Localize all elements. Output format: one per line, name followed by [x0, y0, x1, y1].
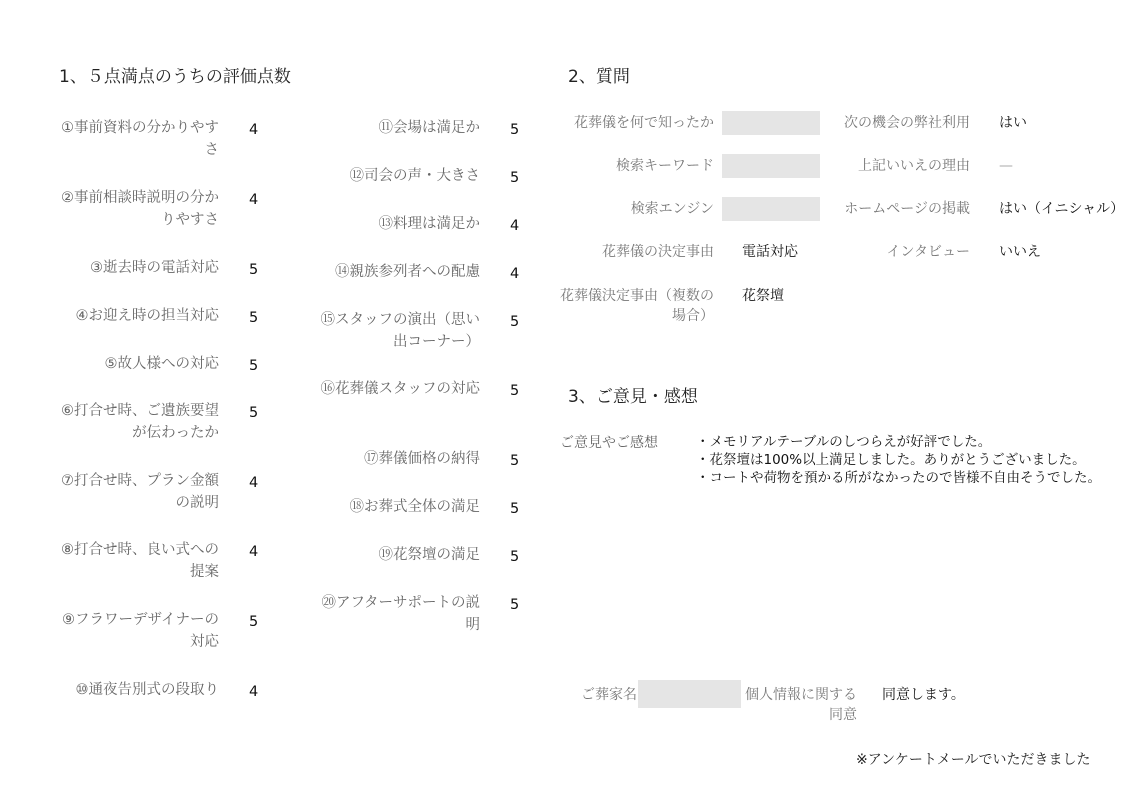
decision-value: 電話対応 [742, 244, 798, 260]
rating-score: 5 [510, 383, 520, 399]
interview-value: いいえ [999, 244, 1041, 260]
comment-lines [696, 433, 1101, 487]
rating-label: ⑬料理は満足か [378, 216, 480, 232]
homepage-value: はい（イニシャル） [999, 201, 1125, 217]
rating-label: ⑯花葬儀スタッフの対応 [320, 381, 480, 397]
decision-label: 花葬儀の決定事由 [602, 244, 714, 260]
keyword-redacted [722, 154, 820, 178]
section1-title: 1、５点満点のうちの評価点数 [59, 67, 291, 87]
rating-label: ③逝去時の電話対応 [90, 260, 219, 276]
section2-title: 2、質問 [568, 67, 630, 87]
rating-label: ④お迎え時の担当対応 [75, 308, 219, 324]
rating-score: 5 [510, 170, 520, 186]
no-reason-label: 上記いいえの理由 [858, 158, 970, 174]
comment-label: ご意見やご感想 [560, 435, 658, 451]
rating-label: ⑱お葬式全体の満足 [349, 499, 480, 515]
rating-label: ⑫司会の声・大きさ [349, 168, 480, 184]
rating-label: ⑦打合せ時、プラン金額の説明 [61, 473, 219, 511]
rating-label: ⑳アフターサポートの説明 [321, 595, 480, 633]
rating-score: 4 [249, 544, 259, 560]
comment-line: ・花祭壇は100%以上満足しました。ありがとうございました。 [696, 452, 1086, 468]
comment-line: ・メモリアルテーブルのしつらえが好評でした。 [696, 434, 992, 450]
rating-label: ①事前資料の分かりやすさ [61, 120, 219, 158]
rating-label: ⑭親族参列者への配慮 [335, 264, 480, 280]
homepage-label: ホームページの掲載 [844, 201, 970, 217]
next-use-value: はい [999, 115, 1027, 131]
family-name-redacted [638, 680, 741, 708]
section3-title: 3、ご意見・感想 [568, 387, 698, 407]
rating-score: 5 [510, 122, 520, 138]
rating-label: ②事前相談時説明の分かりやすさ [61, 190, 219, 228]
no-reason-value: — [999, 158, 1013, 174]
rating-label: ⑨フラワーデザイナーの対応 [62, 612, 219, 650]
rating-label: ⑰葬儀価格の納得 [364, 451, 480, 467]
comment-line: ・コートや荷物を預かる所がなかったので皆様不自由そうでした。 [696, 470, 1101, 486]
rating-label: ⑤故人様への対応 [104, 356, 219, 372]
rating-score: 5 [249, 614, 259, 630]
rating-label: ⑲花祭壇の満足 [378, 547, 480, 563]
rating-label: ⑧打合せ時、良い式への提案 [61, 542, 219, 580]
how-known-label: 花葬儀を何で知ったか [574, 115, 714, 131]
rating-score: 4 [510, 218, 520, 234]
rating-score: 4 [249, 192, 259, 208]
privacy-label: 個人情報に関する同意 [745, 687, 857, 723]
rating-score: 5 [510, 501, 520, 517]
decision-multi-value: 花祭壇 [742, 288, 784, 304]
rating-score: 5 [249, 405, 259, 421]
engine-redacted [722, 197, 820, 221]
rating-score: 4 [510, 266, 520, 282]
rating-score: 4 [249, 475, 259, 491]
keyword-label: 検索キーワード [616, 158, 714, 174]
rating-score: 5 [510, 453, 520, 469]
rating-score: 5 [249, 310, 259, 326]
decision-multi-label: 花葬儀決定事由（複数の場合） [560, 288, 714, 324]
how-known-redacted [722, 111, 820, 135]
next-use-label: 次の機会の弊社利用 [844, 115, 970, 131]
interview-label: インタビュー [886, 244, 970, 260]
rating-label: ⑮スタッフの演出（思い出コーナー） [320, 312, 480, 350]
privacy-value: 同意します。 [882, 687, 965, 703]
rating-score: 5 [510, 549, 520, 565]
rating-label: ⑥打合せ時、ご遺族要望が伝わったか [61, 403, 219, 441]
rating-score: 5 [249, 262, 259, 278]
rating-label: ⑪会場は満足か [378, 120, 480, 136]
rating-score: 5 [510, 597, 520, 613]
rating-score: 4 [249, 122, 259, 138]
rating-label: ⑩通夜告別式の段取り [75, 682, 219, 698]
rating-score: 5 [510, 314, 520, 330]
rating-score: 4 [249, 684, 259, 700]
survey-source-note: ※アンケートメールでいただきました [856, 752, 1091, 768]
rating-score: 5 [249, 358, 259, 374]
family-name-label: ご葬家名 [581, 687, 637, 703]
engine-label: 検索エンジン [630, 201, 714, 217]
